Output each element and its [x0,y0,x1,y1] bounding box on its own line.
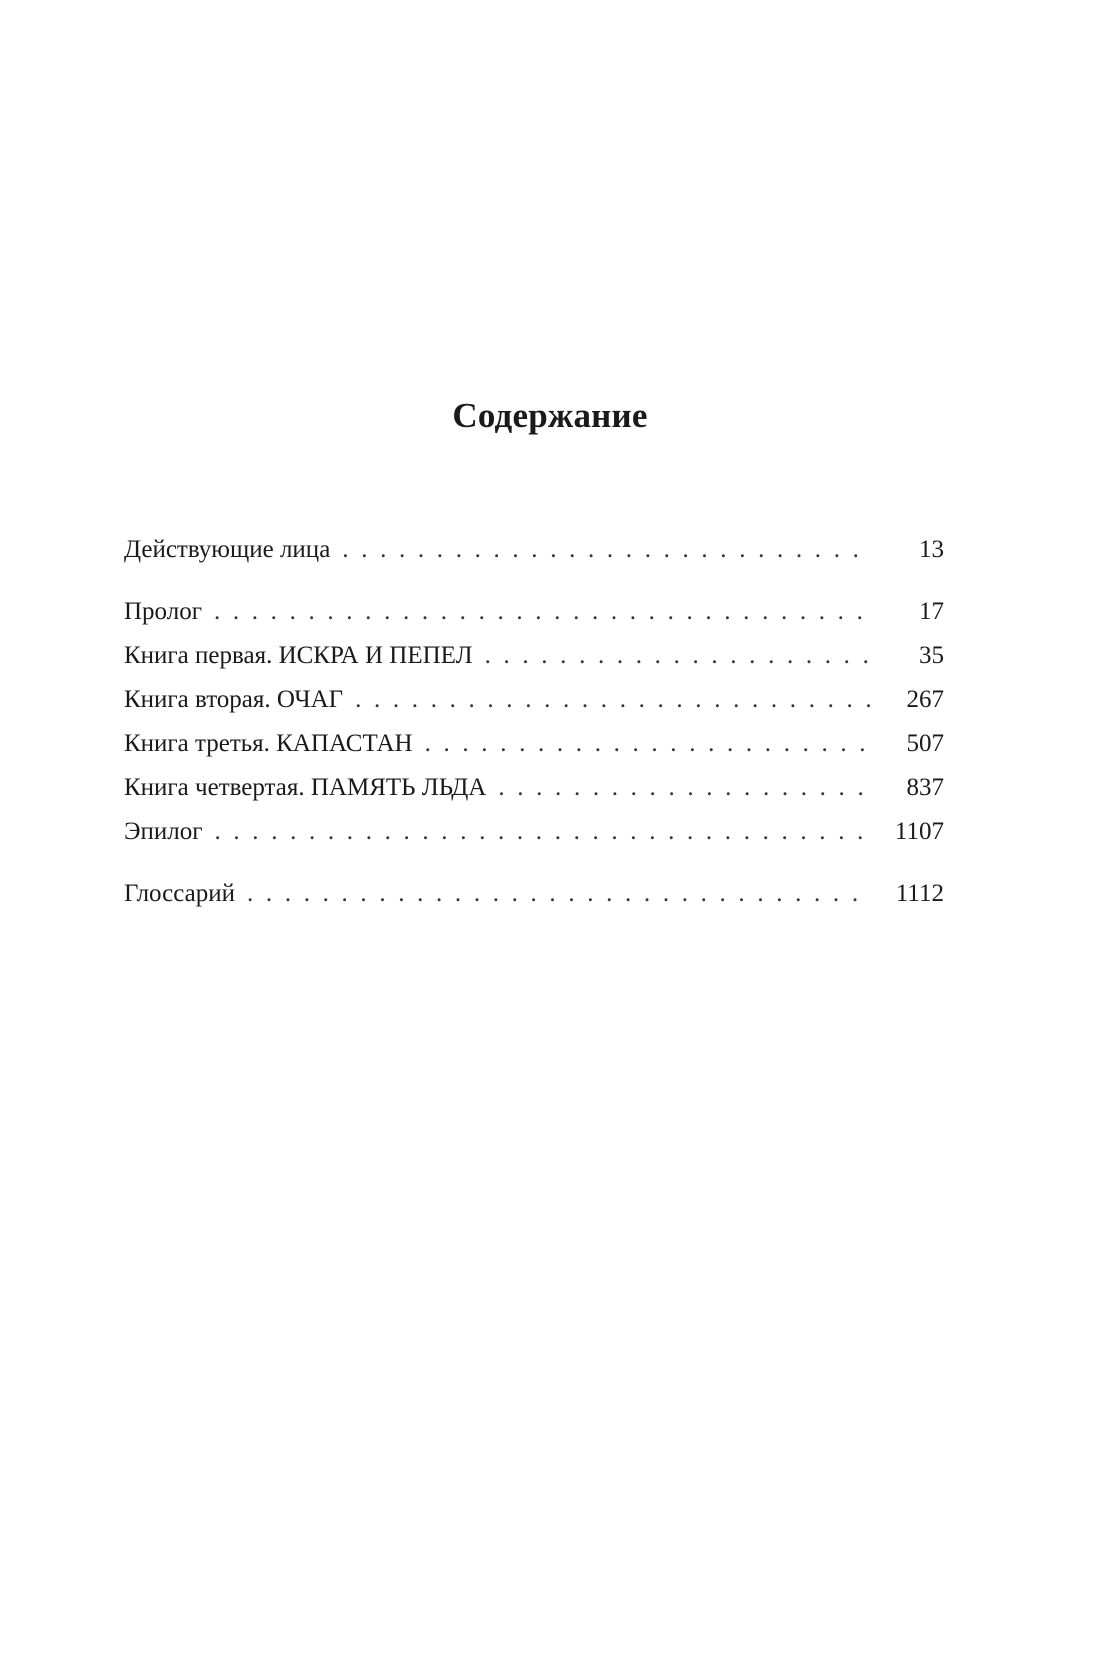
toc-entry-page-number: 507 [906,730,944,757]
dot-leader [355,685,872,715]
toc-entry-page-number: 267 [906,686,944,713]
page-title: Содержание [452,396,648,435]
toc-entry-label: Книга третья. КАПАСТАН [124,730,413,757]
dot-leader [215,817,873,847]
dot-leader [425,729,872,759]
dot-leader [342,535,872,565]
dot-leader [498,773,872,803]
toc-entry-label: Действующие лица [124,536,331,563]
dot-leader [485,641,872,671]
toc-entry-page-number: 1112 [895,880,944,907]
toc-entry-label: Книга четвертая. ПАМЯТЬ ЛЬДА [124,774,487,801]
toc-entry-page-number: 13 [919,536,944,563]
toc-entry-book-two[interactable] [124,685,944,715]
toc-entry-label: Книга первая. ИСКРА И ПЕПЕЛ [124,642,473,669]
toc-entry-glossary[interactable] [124,879,944,909]
toc-entry-characters[interactable] [124,535,944,565]
toc-entry-epilogue[interactable] [124,817,944,847]
toc-entry-page-number: 837 [906,774,944,801]
toc-entry-prologue[interactable] [124,597,944,627]
toc-entry-book-three[interactable] [124,729,944,759]
toc-entry-page-number: 17 [919,598,944,625]
toc-entry-label: Эпилог [124,818,203,845]
dot-leader [214,597,872,627]
toc-entry-book-one[interactable] [124,641,944,671]
toc-entry-page-number: 1107 [894,818,944,845]
toc-entry-page-number: 35 [919,642,944,669]
toc-entry-label: Глоссарий [124,880,236,907]
toc-entry-book-four[interactable] [124,773,944,803]
toc-entry-label: Книга вторая. ОЧАГ [124,686,344,713]
toc-entry-label: Пролог [124,598,202,625]
dot-leader [247,879,872,909]
